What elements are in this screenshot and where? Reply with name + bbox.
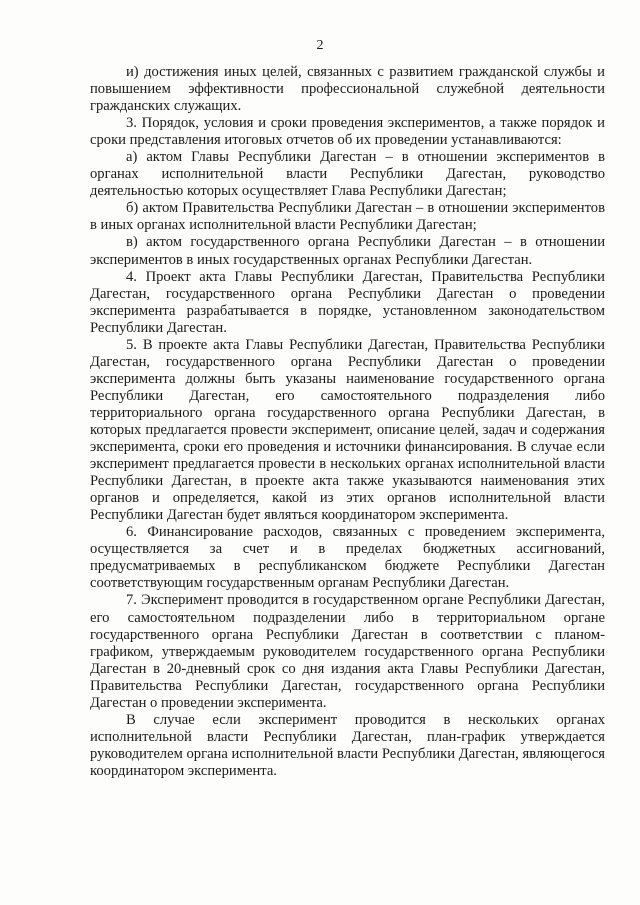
paragraph-5: 5. В проекте акта Главы Республики Дагестан, Правительства Республики Дагестан, государственного органа Республики Дагестан о проведении эксперимента должны быть указаны наименование государственного органа Республики Дагестан, его самостоятельного подразделения либо территориального органа государственного органа Республики Дагестан, в которых предлагается провести эксперимент, описание целей, задач и содержания эксперимента, сроки его проведения и источники финансирования. В случае если эксперимент предлагается провести в нескольких органах исполнительной власти Республики Дагестан, в проекте акта также указываются наименования этих органов и определяется, какой из этих органов исполнительной власти Республики Дагестан будет являться координатором эксперимента. [90, 336, 605, 524]
document-body [90, 64, 605, 780]
page-number: 2 [316, 38, 324, 53]
paragraph-7: 7. Эксперимент проводится в государственном органе Республики Дагестан, его самостоятельном подразделении либо в территориальном органе государственного органа Республики Дагестан в соответствии с планом-графиком, утверждаемым руководителем государственного органа Республики Дагестан в 20-дневный срок со дня издания акта Главы Республики Дагестан, Правительства Республики Дагестан, государственного органа Республики Дагестан о проведении эксперимента. [90, 592, 605, 711]
paragraph-4: 4. Проект акта Главы Республики Дагестан, Правительства Республики Дагестан, государственного органа Республики Дагестан о проведении эксперимента разрабатывается в порядке, установленном законодательством Республики Дагестан. [90, 268, 605, 336]
paragraph-6: 6. Финансирование расходов, связанных с проведением эксперимента, осуществляется за счет и в пределах бюджетных ассигнований, предусматриваемых в республиканском бюджете Республики Дагестан соответствующим государственным органам Республики Дагестан. [90, 524, 605, 592]
paragraph-goal-i: и) достижения иных целей, связанных с развитием гражданской службы и повышением эффективности профессиональной служебной деятельности гражданских служащих. [90, 64, 605, 115]
paragraph-3: 3. Порядок, условия и сроки проведения экспериментов, а также порядок и сроки представления итоговых отчетов об их проведении устанавливаются: [90, 115, 605, 149]
paragraph-3c: в) актом государственного органа Республики Дагестан – в отношении экспериментов в иных государственных органах Республики Дагестан. [90, 234, 605, 268]
paragraph-7-continued: В случае если эксперимент проводится в нескольких органах исполнительной власти Республики Дагестан, план-график утверждается руководителем органа исполнительной власти Республики Дагестан, являющегося координатором эксперимента. [90, 711, 605, 779]
paragraph-3a: а) актом Главы Республики Дагестан – в отношении экспериментов в органах исполнительной власти Республики Дагестан, руководство деятельностью которых осуществляет Глава Республики Дагестан; [90, 149, 605, 200]
paragraph-3b: б) актом Правительства Республики Дагестан – в отношении экспериментов в иных органах исполнительной власти Республики Дагестан; [90, 200, 605, 234]
